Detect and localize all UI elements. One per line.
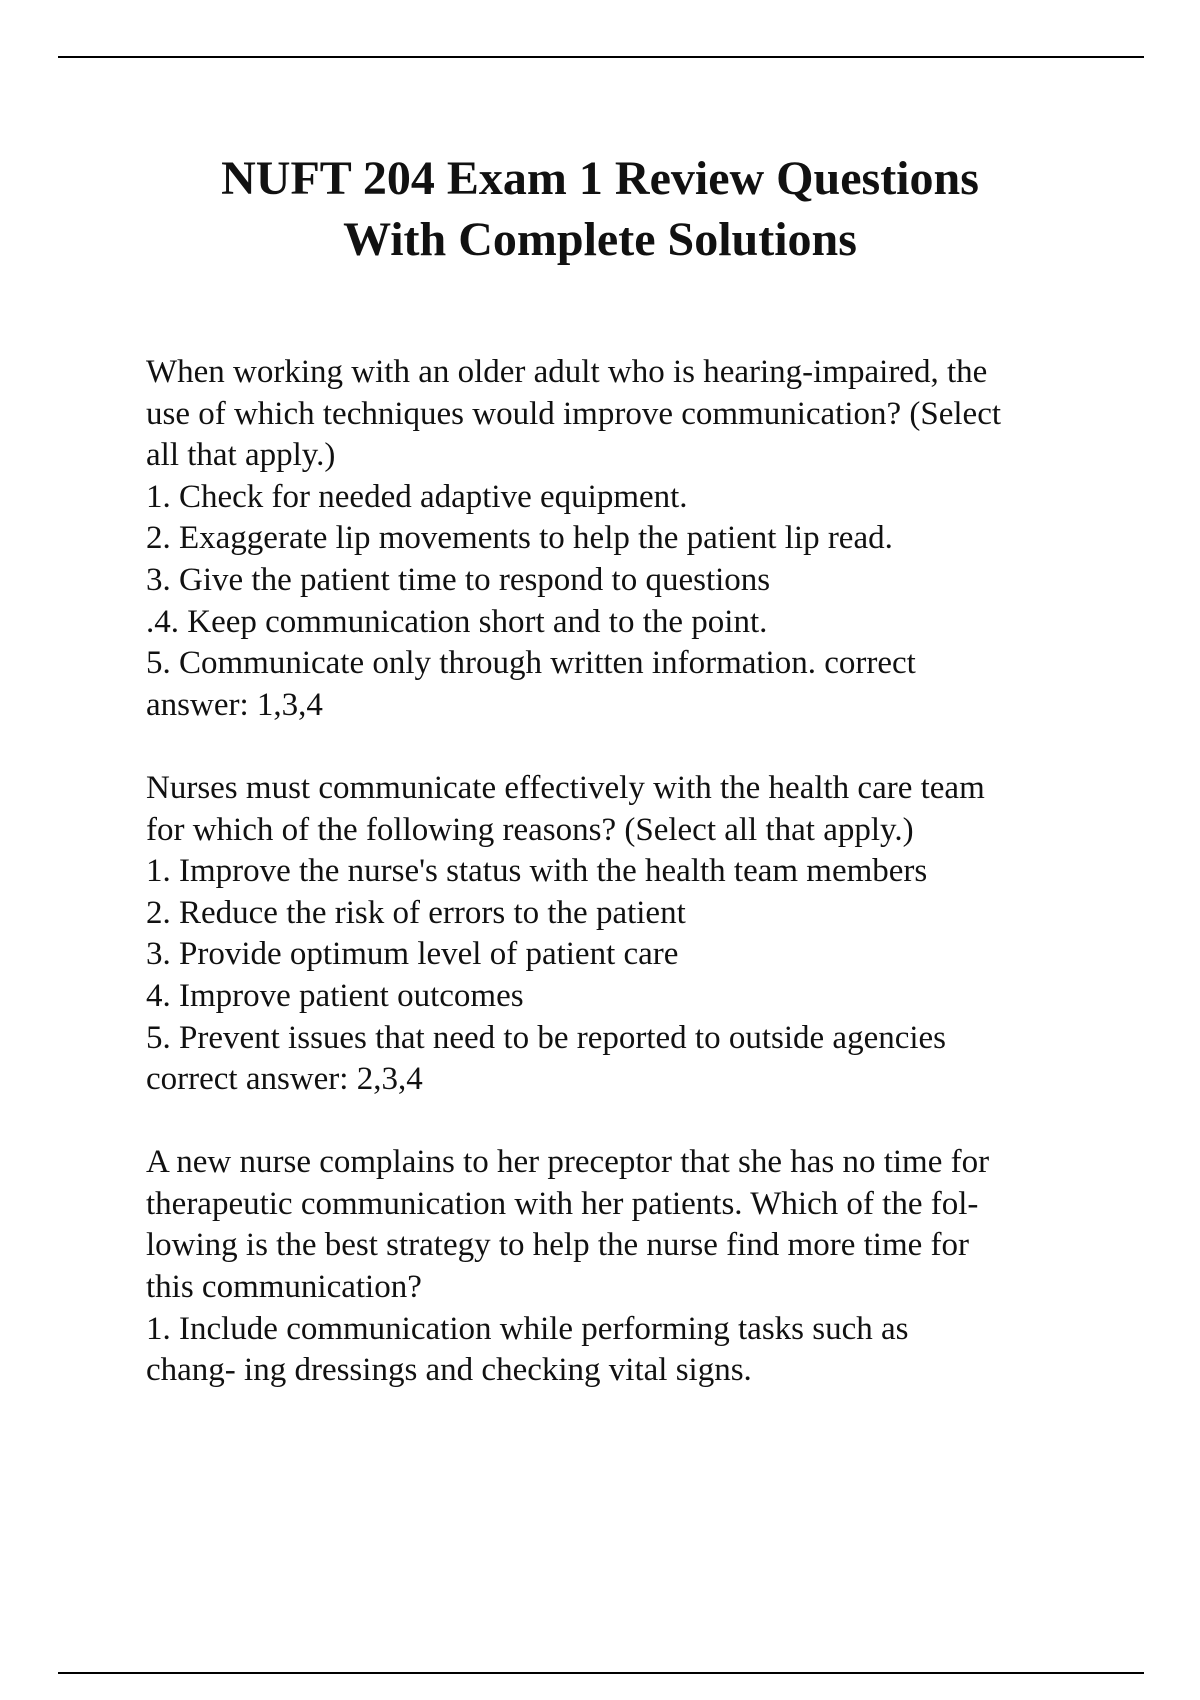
title-line: NUFT 204 Exam 1 Review Questions bbox=[221, 152, 979, 205]
answer-option: 3. Provide optimum level of patient care bbox=[146, 936, 679, 973]
answer-option: chang- ing dressings and checking vital signs. bbox=[146, 1352, 752, 1389]
document-title bbox=[100, 148, 1100, 270]
question-text-line: therapeutic communication with her patients. Which of the fol- bbox=[146, 1185, 979, 1222]
question-text-line: use of which techniques would improve communication? (Select bbox=[146, 395, 1002, 432]
answer-option: 1. Improve the nurse's status with the health team members bbox=[146, 853, 928, 890]
document-body bbox=[146, 352, 1106, 1433]
answer-option: 5. Communicate only through written information. correct bbox=[146, 645, 916, 682]
answer-option: 4. Improve patient outcomes bbox=[146, 977, 524, 1014]
question-text-line: for which of the following reasons? (Select all that apply.) bbox=[146, 811, 914, 848]
answer-option: 1. Check for needed adaptive equipment. bbox=[146, 478, 688, 515]
answer-option: 2. Reduce the risk of errors to the patient bbox=[146, 894, 686, 931]
question-text-line: Nurses must communicate effectively with the health care team bbox=[146, 769, 985, 806]
bottom-rule bbox=[58, 1672, 1144, 1674]
correct-answer: correct answer: 2,3,4 bbox=[146, 1061, 423, 1098]
answer-option: 2. Exaggerate lip movements to help the patient lip read. bbox=[146, 520, 893, 557]
answer-option: 1. Include communication while performing tasks such as bbox=[146, 1310, 909, 1347]
answer-option: .4. Keep communication short and to the point. bbox=[146, 603, 768, 640]
question-block-2 bbox=[146, 768, 1106, 1101]
question-text-line: this communication? bbox=[146, 1269, 422, 1306]
title-line: With Complete Solutions bbox=[343, 213, 857, 266]
question-block-1 bbox=[146, 352, 1106, 726]
question-text-line: all that apply.) bbox=[146, 437, 336, 474]
question-text-line: A new nurse complains to her preceptor that she has no time for bbox=[146, 1144, 990, 1181]
correct-answer: answer: 1,3,4 bbox=[146, 686, 323, 723]
question-text-line: When working with an older adult who is hearing-impaired, the bbox=[146, 354, 988, 390]
question-block-3 bbox=[146, 1142, 1106, 1392]
question-text-line: lowing is the best strategy to help the nurse find more time for bbox=[146, 1227, 969, 1264]
answer-option: 5. Prevent issues that need to be reported to outside agencies bbox=[146, 1019, 947, 1056]
top-rule bbox=[58, 56, 1144, 58]
answer-option: 3. Give the patient time to respond to questions bbox=[146, 561, 771, 598]
